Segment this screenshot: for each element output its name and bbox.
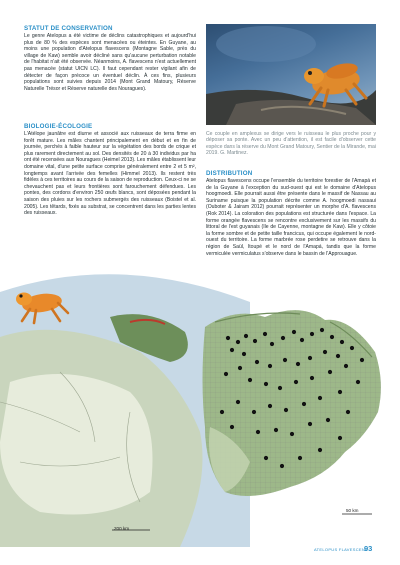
distribution-heading: DISTRIBUTION	[206, 170, 253, 177]
page-number: 93	[364, 544, 373, 553]
ecology-heading: BIOLOGIE-ÉCOLOGIE	[24, 123, 93, 130]
footer-species-label: ATELOPUS FLAVESCENS	[314, 547, 369, 552]
right-scale-label: 50 km	[346, 508, 359, 513]
frog-photo	[206, 24, 376, 125]
distribution-paragraph: Atelopus flavescens occupe l'ensemble du territoire forestier de l'Amapá et de la Guyane à l'exception du sud-ouest qui est le domaine d'Atelopus hoogmoedi. Elle pourrait aussi être présente dans le massif de Nassau au Suriname puisque la population décrite comme A. hoogmoedi nassaui (Ouboter & Jairam 2012) pourrait représenter un morphe d'A. flavescens (Rok 2014). La coloration des populations est structurée dans l'espace. La forme orangée flavescens se rencontre exclusivement sur les massifs du littoral de l'est guyanais (Ile de Cayenne, montagne de Kaw). Elle y côtoie la forme sombre et de petite taille francicus, qui occupe également le nord-ouest du territoire. La forme marbrée rose perdetire se retrouve dans la région de Saül, Itoupé et le nord de l'Amapá, tandis que la forme vermiculée vermiculatus s'observe dans le bassin de l'Approuague.	[206, 178, 376, 257]
ecology-paragraph: L'Atélope jaunâtre est diurne et associé aux ruisseaux de terra firme en forêt mature. Les mâles chantent principalement en début et en fin de journée, perchés à faible hauteur sur la végétation des bords de crique et plus rarement directement au sol. Des densités de 20 à 30 individus par ha ont été recensées aux Nouragues (Heimel 2013). Les mâles établissent leur domaine vital, d'une petite surface comprise généralement entre 2 et 5 m², longtemps avant l'arrivée des femelles (Himmel 2013). Ils restent très fidèles à ces territoires au cours de la saison de reproduction. Ceux-ci ne se chevauchent pas et leurs frontières sont farouchement défendues. Les pontes, des cordons d'environ 250 œufs blancs, sont déposées pendant la saison des pluies sur les rochers submergés des ruisseaux (Boistel et al. 2005). Les têtards, fixés au substrat, se concentrent dans les parties lentes des ruisseaux.	[24, 131, 196, 217]
conservation-paragraph: Le genre Atelopus a été victime de déclins catastrophiques et aujourd'hui plus de 80 % des espèces sont menacées ou éteintes. En Guyane, au moins une population d'Atelopus flavescens (Montagne Sable, près du village de Kaw) semble avoir décliné sans qu'aucune perturbation notable de l'habitat n'ait été observée. Néanmoins, A. flavescens n'est actuellement pas menacée (statut UICN LC). Il faut cependant rester vigilant afin de détecter de façon précoce un éventuel déclin. À ces fins, plusieurs populations sont suivies depuis 2014 (Mont Grand Matoury, Réserve Naturelle Trésor et Réserve naturelle des Nouragues).	[24, 33, 196, 92]
left-map-land-plateau	[0, 374, 153, 515]
photo-caption: Ce couple en amplexus se dirige vers le ruisseau le plus proche pour y déposer sa ponte. Avec un peu d'attention, il est facile d'observer cette espèce dans la réserve du Mont Grand Matoury, Sentier de la Mirande, mai 2019. G. Martinez.	[206, 131, 376, 157]
left-scale-label: 200 km	[114, 526, 130, 531]
frog-illustration	[6, 285, 70, 325]
conservation-heading: STATUT DE CONSERVATION	[24, 25, 113, 32]
